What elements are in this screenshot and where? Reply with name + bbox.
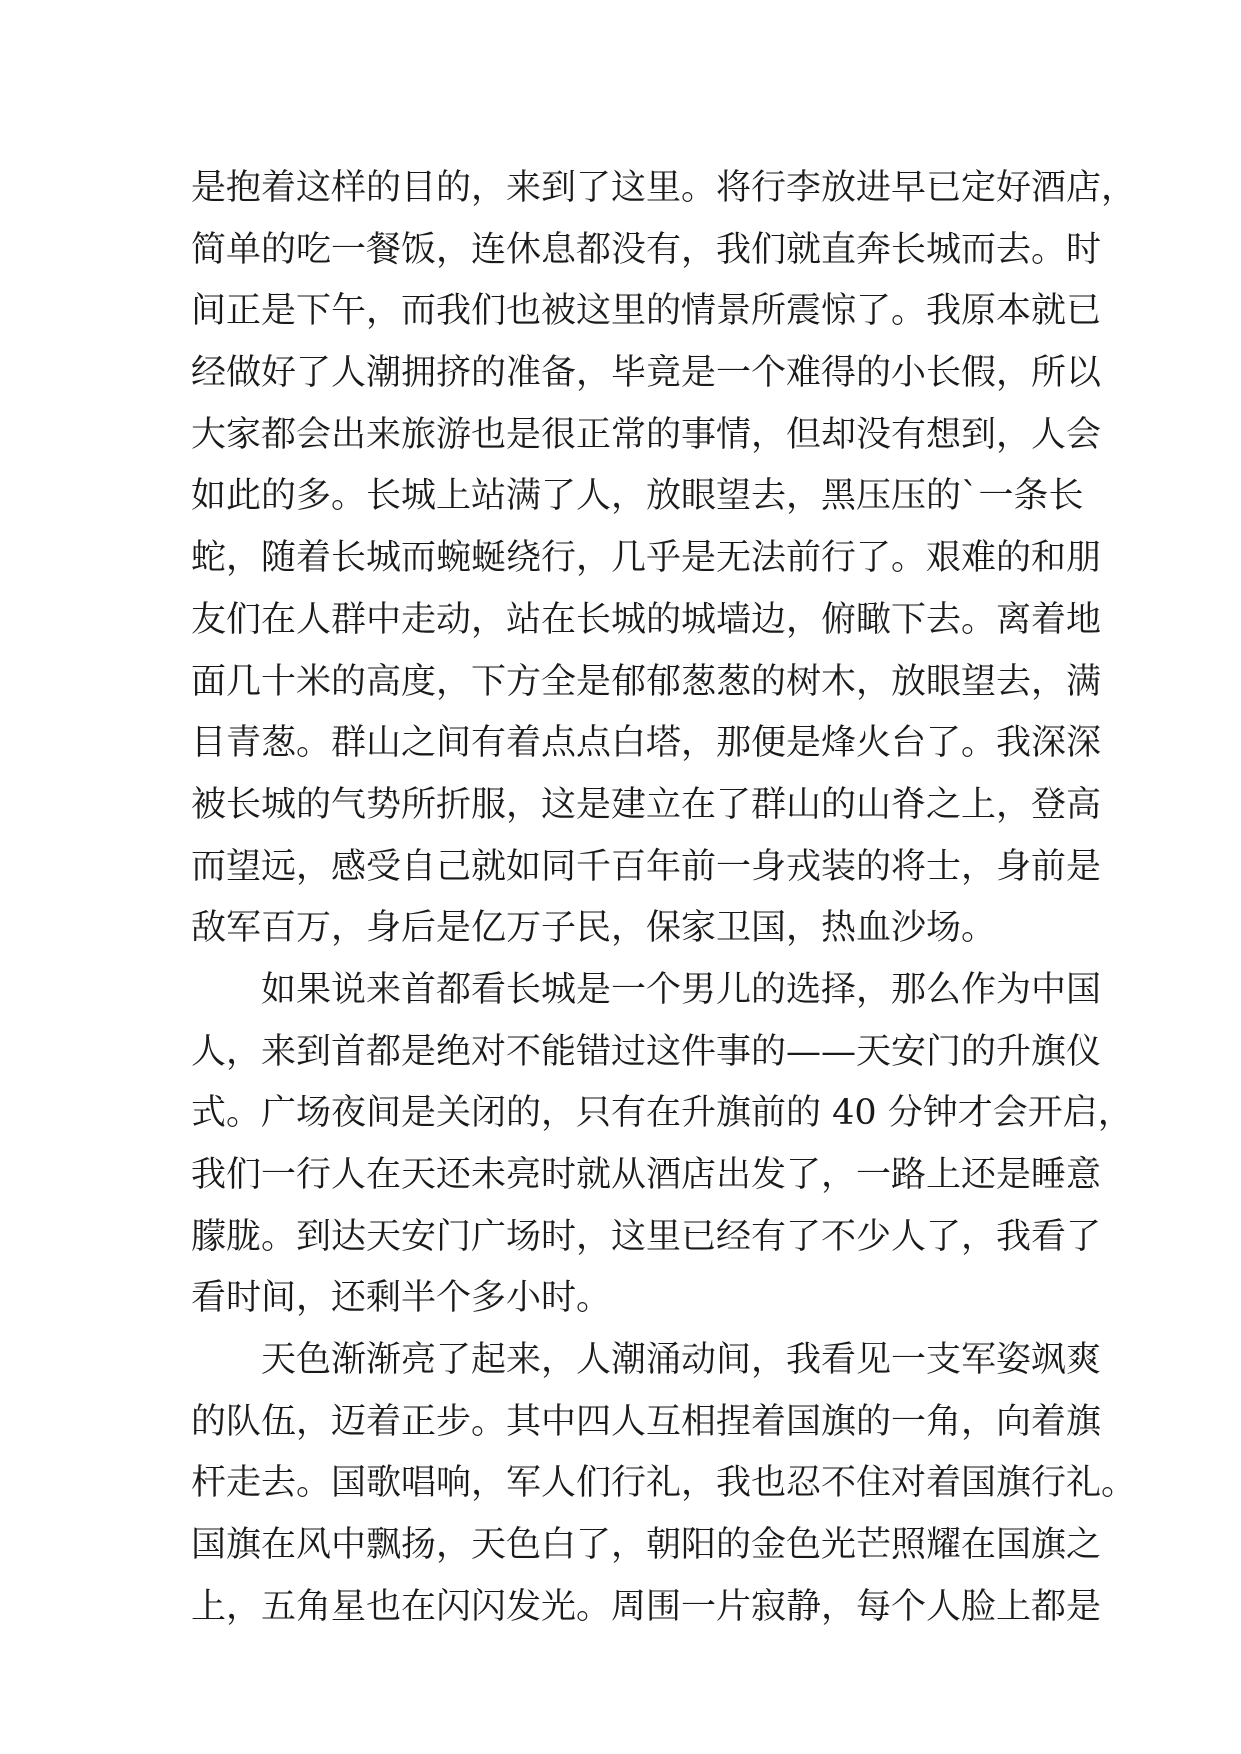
text-line: 朦胧。到达天安门广场时，这里已经有了不少人了，我看了 <box>191 1216 1102 1257</box>
text-line: 是抱着这样的目的，来到了这里。将行李放进早已定好酒店， <box>191 168 1137 208</box>
body-text <box>191 158 1137 1639</box>
text-line: 经做好了人潮拥挤的准备，毕竟是一个难得的小长假，所以 <box>191 353 1102 394</box>
text-line: 我们一行人在天还未亮时就从酒店出发了，一路上还是睡意 <box>191 1155 1102 1195</box>
text-line: 如此的多。长城上站满了人，放眼望去，黑压压的`一条长 <box>191 476 1084 517</box>
text-line: 大家都会出来旅游也是很正常的事情，但却没有想到，人会 <box>191 414 1102 455</box>
text-line: 蛇，随着长城而蜿蜒绕行，几乎是无法前行了。艰难的和朋 <box>191 538 1102 579</box>
text-line: 友们在人群中走动，站在长城的城墙边，俯瞰下去。离着地 <box>191 599 1102 640</box>
text-line: 杆走去。国歌唱响，军人们行礼，我也忍不住对着国旗行礼。 <box>191 1463 1137 1504</box>
text-line: 国旗在风中飘扬，天色白了，朝阳的金色光芒照耀在国旗之 <box>191 1525 1102 1566</box>
text-line: 人，来到首都是绝对不能错过这件事的——天安门的升旗仪 <box>191 1031 1102 1072</box>
text-line: 天色渐渐亮了起来，人潮涌动间，我看见一支军姿飒爽 <box>261 1340 1102 1381</box>
text-line: 如果说来首都看长城是一个男儿的选择，那么作为中国 <box>261 969 1102 1010</box>
text-line: 面几十米的高度，下方全是郁郁葱葱的树木，放眼望去，满 <box>191 661 1102 702</box>
text-line: 敌军百万，身后是亿万子民，保家卫国，热血沙场。 <box>191 908 997 949</box>
text-line: 目青葱。群山之间有着点点白塔，那便是烽火台了。我深深 <box>191 723 1102 764</box>
text-line: 被长城的气势所折服，这是建立在了群山的山脊之上，登高 <box>191 784 1102 825</box>
text-line: 式。广场夜间是关闭的，只有在升旗前的 40 分钟才会开启， <box>191 1093 1133 1134</box>
text-line: 的队伍，迈着正步。其中四人互相捏着国旗的一角，向着旗 <box>191 1401 1102 1442</box>
text-line: 上，五角星也在闪闪发光。周围一片寂静，每个人脸上都是 <box>191 1586 1102 1627</box>
text-line: 而望远，感受自己就如同千百年前一身戎装的将士，身前是 <box>191 846 1102 887</box>
text-line: 看时间，还剩半个多小时。 <box>191 1278 612 1319</box>
text-line: 间正是下午，而我们也被这里的情景所震惊了。我原本就已 <box>191 291 1102 332</box>
text-line: 简单的吃一餐饭，连休息都没有，我们就直奔长城而去。时 <box>191 229 1102 270</box>
